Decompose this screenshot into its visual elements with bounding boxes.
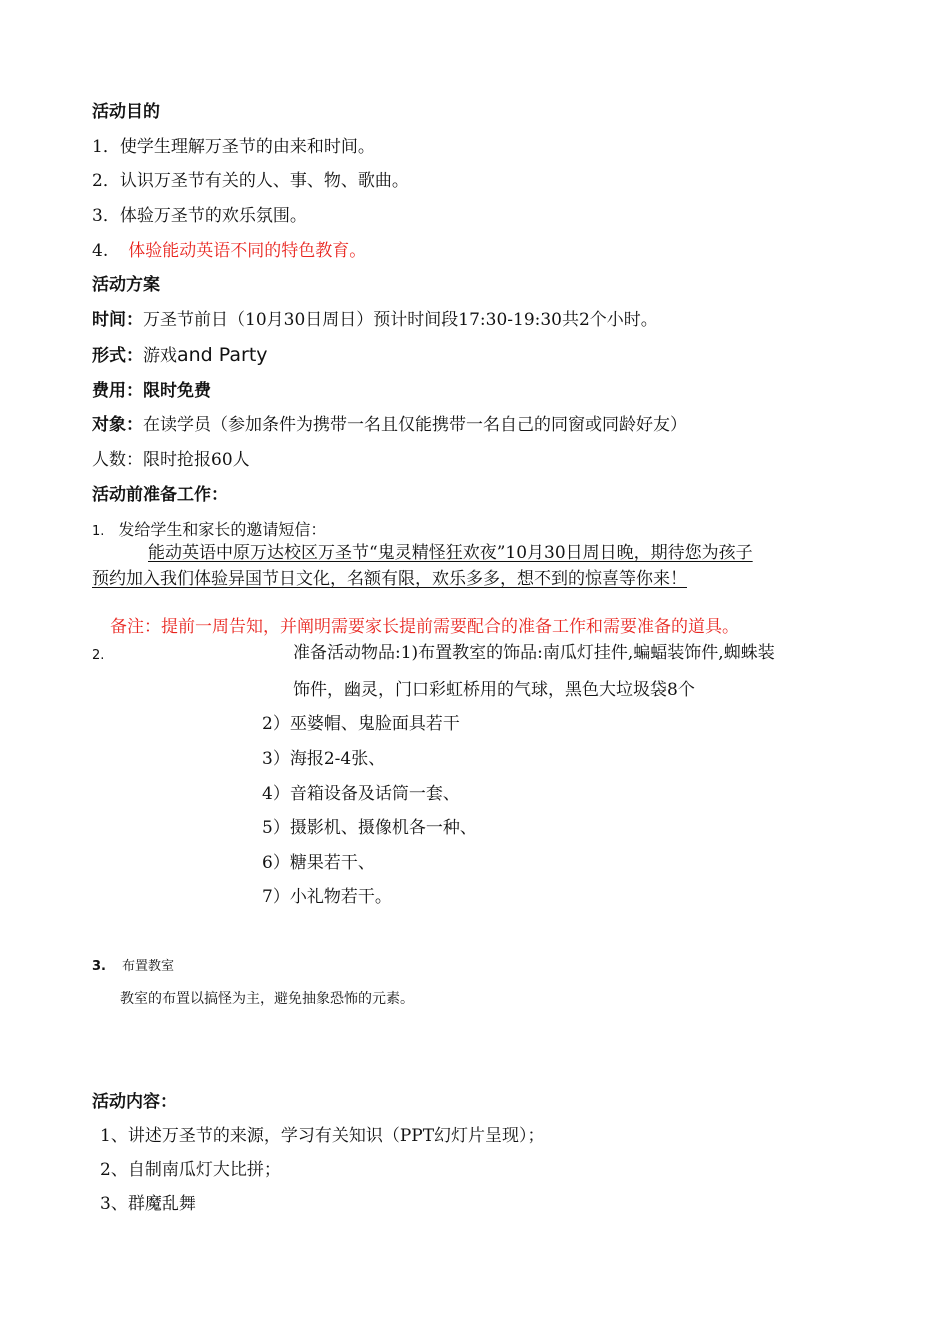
plan-form-value-cn: 游戏 <box>143 346 177 366</box>
goal-item-4 <box>92 240 366 262</box>
plan-time <box>92 309 658 331</box>
sms-line-2: 预约加入我们体验异国节日文化，名额有限，欢乐多多，想不到的惊喜等你来！ <box>92 569 687 589</box>
prep-item-2-number: 2. <box>92 648 105 663</box>
prep-item-3-title: 布置教室 <box>121 959 174 974</box>
goal-item-1: 1．使学生理解万圣节的由来和时间。 <box>92 137 375 157</box>
prep-heading: 活动前准备工作： <box>92 485 228 505</box>
content-item-2: 2、自制南瓜灯大比拼； <box>100 1160 281 1180</box>
prep-item-3 <box>92 956 174 978</box>
goal-item-3: 3．体验万圣节的欢乐氛围。 <box>92 206 307 226</box>
plan-form-value-en: and Party <box>177 344 268 366</box>
prep-item-3-number: 3. <box>92 959 106 974</box>
goal-item-2: 2．认识万圣节有关的人、事、物、歌曲。 <box>92 171 409 191</box>
prep-item-1-number: 1. <box>92 524 105 539</box>
plan-target-label: 对象： <box>92 415 143 435</box>
plan-fee-label: 费用： <box>92 381 143 401</box>
content-heading: 活动内容： <box>92 1092 177 1112</box>
plan-form-label: 形式： <box>92 346 143 366</box>
sms-line-1: 能动英语中原万达校区万圣节“鬼灵精怪狂欢夜”10月30日周日晚，期待您为孩子 <box>148 543 753 563</box>
plan-target <box>92 414 687 436</box>
material-item-2: 2）巫婆帽、鬼脸面具若干 <box>262 714 460 734</box>
prep-item-3-desc: 教室的布置以搞怪为主，避免抽象恐怖的元素。 <box>120 991 414 1007</box>
plan-time-label: 时间： <box>92 310 143 330</box>
goals-heading: 活动目的 <box>92 102 160 122</box>
prep-item-2-line-2: 饰件，幽灵，门口彩虹桥用的气球，黑色大垃圾袋8个 <box>293 680 695 700</box>
prep-note: 备注：提前一周告知，并阐明需要家长提前需要配合的准备工作和需要准备的道具。 <box>110 617 739 637</box>
content-item-3: 3、群魔乱舞 <box>100 1194 196 1214</box>
goal-item-4-text: 体验能动英语不同的特色教育。 <box>128 241 367 261</box>
plan-fee-value: 限时免费 <box>143 381 211 401</box>
material-item-7: 7）小礼物若干。 <box>262 887 392 907</box>
material-item-4: 4）音箱设备及话筒一套、 <box>262 784 460 804</box>
plan-target-value: 在读学员（参加条件为携带一名且仅能携带一名自己的同窗或同龄好友） <box>143 415 687 435</box>
material-item-3: 3）海报2-4张、 <box>262 749 386 769</box>
material-item-5: 5）摄影机、摄像机各一种、 <box>262 818 477 838</box>
plan-fee <box>92 380 211 402</box>
prep-item-1 <box>92 519 326 543</box>
plan-time-value: 万圣节前日（10月30日周日）预计时间段17:30-19:30共2个小时。 <box>143 310 658 330</box>
prep-item-2-line-1: 准备活动物品:1)布置教室的饰品:南瓜灯挂件,蝙蝠装饰件,蜘蛛装 <box>293 643 775 663</box>
goal-item-4-number: 4. <box>92 241 109 261</box>
plan-count: 人数：限时抢报60人 <box>92 450 250 470</box>
material-item-6: 6）糖果若干、 <box>262 853 375 873</box>
content-item-1: 1、讲述万圣节的来源，学习有关知识（PPT幻灯片呈现）； <box>100 1126 545 1146</box>
plan-heading: 活动方案 <box>92 275 160 295</box>
plan-form <box>92 344 268 367</box>
prep-item-1-text: 发给学生和家长的邀请短信： <box>118 520 327 539</box>
